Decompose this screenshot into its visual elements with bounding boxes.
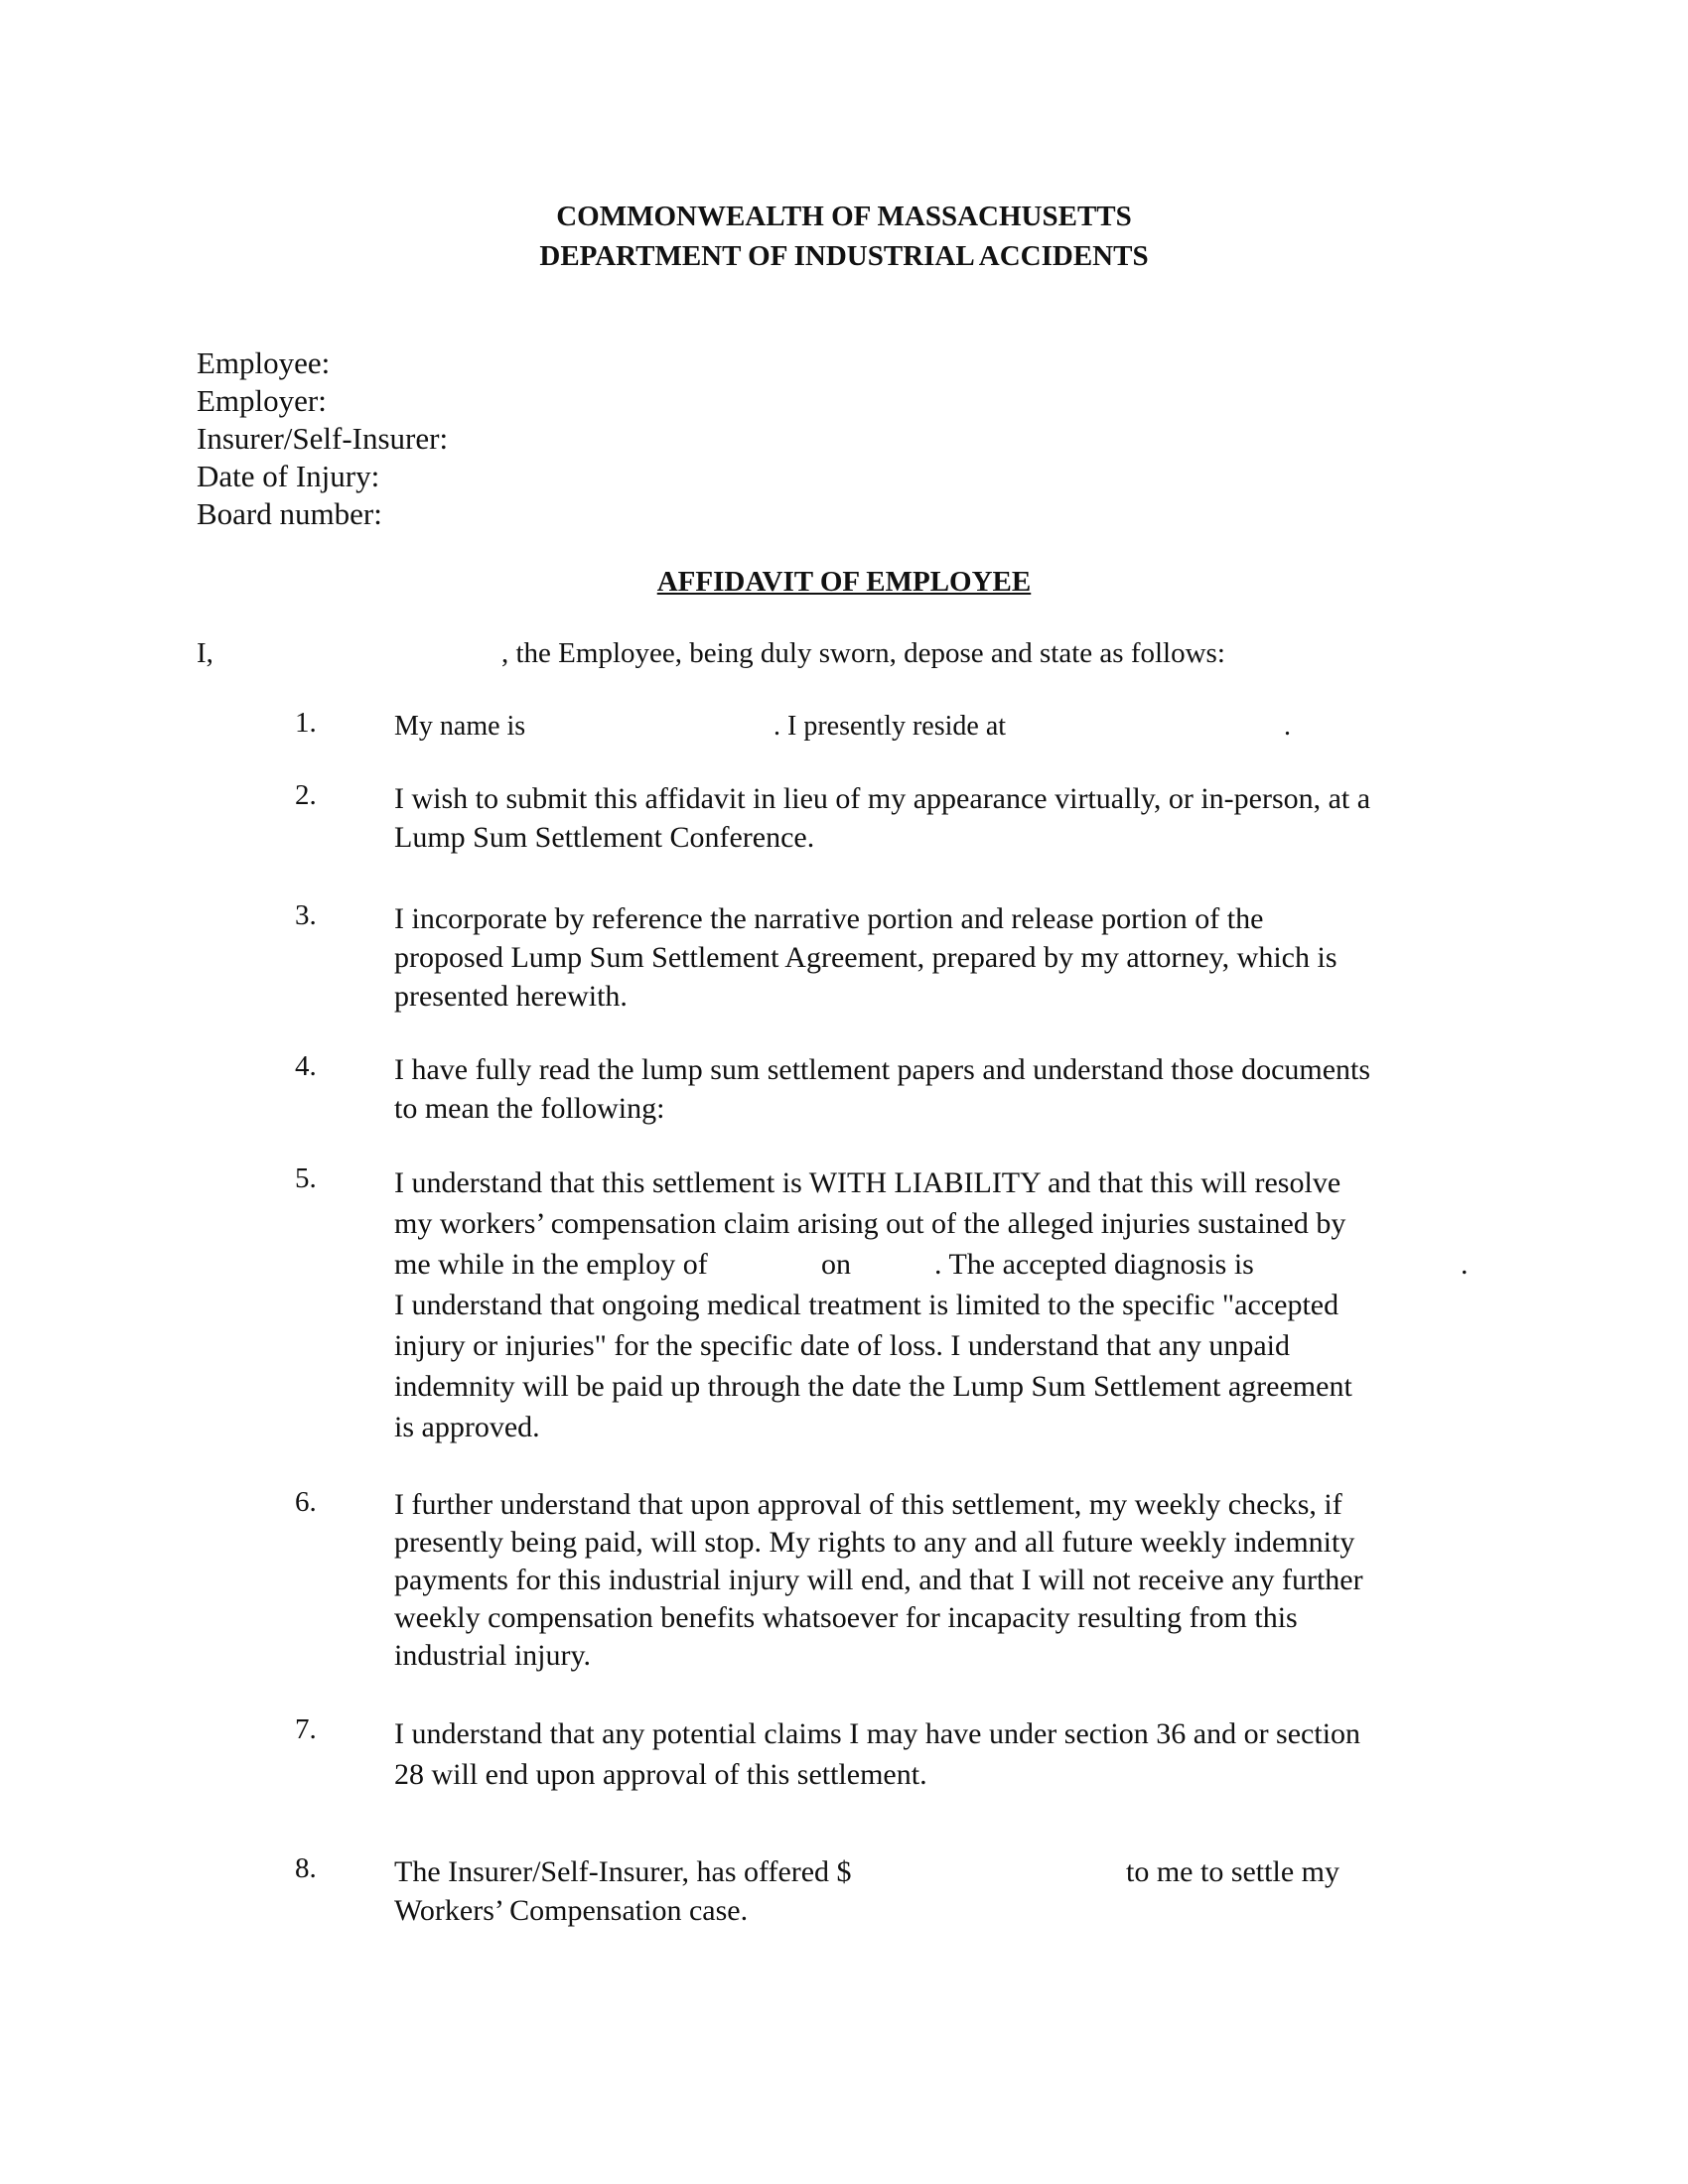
- item-line: I understand that any potential claims I may have under section 36 and or section: [394, 1717, 1361, 1750]
- item-line: I wish to submit this affidavit in lieu of my appearance virtually, or in-person, at a: [394, 782, 1371, 815]
- item-line: presented herewith.: [394, 980, 628, 1013]
- board-number-label: Board number:: [197, 496, 382, 531]
- residence-prompt: . I presently reside at: [774, 711, 1007, 742]
- intro-statement: , the Employee, being duly sworn, depose and state as follows:: [501, 637, 1225, 669]
- diagnosis-end: .: [1461, 1248, 1469, 1281]
- date-of-injury-label: Date of Injury:: [197, 459, 380, 493]
- item-line-with-blank: [394, 1852, 1486, 1891]
- item-text: [394, 1486, 1486, 1675]
- name-prompt: My name is: [394, 711, 526, 742]
- item-number: 8.: [295, 1852, 317, 1884]
- item-line: Workers’ Compensation case.: [394, 1894, 749, 1927]
- employer-prompt: me while in the employ of: [394, 1248, 708, 1281]
- header-line-department: DEPARTMENT OF INDUSTRIAL ACCIDENTS: [539, 240, 1149, 272]
- item-number: 7.: [295, 1713, 317, 1745]
- item-line: my workers’ compensation claim arising out of the alleged injuries sustained by: [394, 1207, 1346, 1240]
- item-number: 1.: [295, 707, 317, 739]
- item-line: presently being paid, will stop. My rights to any and all future weekly indemnity: [394, 1526, 1355, 1559]
- item-line: 28 will end upon approval of this settlement.: [394, 1758, 927, 1791]
- item-line: I understand that ongoing medical treatment is limited to the specific "accepted: [394, 1289, 1339, 1321]
- item-line: to mean the following:: [394, 1092, 665, 1125]
- item-line: Lump Sum Settlement Conference.: [394, 821, 815, 854]
- item-text: [394, 899, 1486, 1016]
- document-header: [0, 197, 1688, 276]
- item-line: proposed Lump Sum Settlement Agreement, prepared by my attorney, which is: [394, 941, 1337, 974]
- item-line: payments for this industrial injury will end, and that I will not receive any further: [394, 1564, 1363, 1596]
- item-number: 6.: [295, 1486, 317, 1518]
- insurer-label: Insurer/Self-Insurer:: [197, 421, 449, 456]
- offer-purpose: to me to settle my: [1126, 1855, 1339, 1888]
- item-number: 4.: [295, 1050, 317, 1082]
- item-number: 2.: [295, 779, 317, 811]
- intro-i: I,: [197, 637, 213, 669]
- residence-end: .: [1284, 711, 1291, 742]
- item-text: [394, 1713, 1486, 1795]
- item-line-with-blanks: [394, 1244, 1486, 1285]
- item-line: industrial injury.: [394, 1639, 592, 1672]
- diagnosis-prompt: . The accepted diagnosis is: [934, 1248, 1254, 1281]
- item-line: I further understand that upon approval of this settlement, my weekly checks, if: [394, 1488, 1342, 1521]
- affidavit-title: AFFIDAVIT OF EMPLOYEE: [656, 566, 1032, 598]
- item-line: I have fully read the lump sum settlement papers and understand those documents: [394, 1053, 1371, 1086]
- item-text: [394, 1050, 1486, 1128]
- header-line-commonwealth: COMMONWEALTH OF MASSACHUSETTS: [556, 201, 1132, 232]
- item-text: [394, 1852, 1486, 1930]
- injury-date-prompt: on: [821, 1248, 851, 1281]
- item-number: 3.: [295, 899, 317, 931]
- item-line: indemnity will be paid up through the date the Lump Sum Settlement agreement: [394, 1370, 1352, 1403]
- employer-label: Employer:: [197, 383, 327, 418]
- item-number: 5.: [295, 1162, 317, 1194]
- item-text: [394, 1162, 1486, 1447]
- employee-label: Employee:: [197, 345, 331, 380]
- item-text: [394, 779, 1486, 857]
- case-info-block: [197, 344, 448, 533]
- item-line: weekly compensation benefits whatsoever for incapacity resulting from this: [394, 1601, 1298, 1634]
- item-line: is approved.: [394, 1411, 540, 1443]
- item-line: I incorporate by reference the narrative portion and release portion of the: [394, 902, 1264, 935]
- offer-prompt: The Insurer/Self-Insurer, has offered $: [394, 1855, 852, 1888]
- item-line: injury or injuries" for the specific date of loss. I understand that any unpaid: [394, 1329, 1291, 1362]
- item-line: I understand that this settlement is WITH LIABILITY and that this will resolve: [394, 1166, 1341, 1199]
